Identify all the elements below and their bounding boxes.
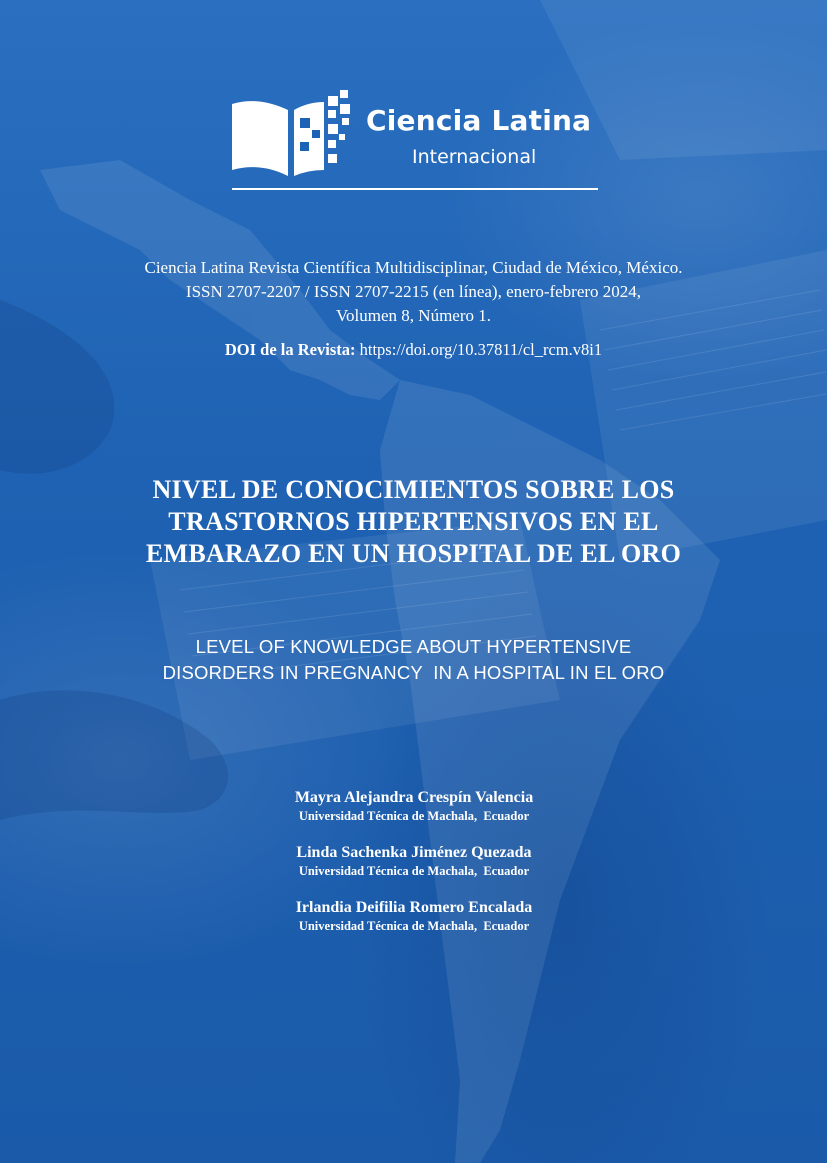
- brand-subtitle: Internacional: [412, 146, 537, 168]
- author-affiliation: Universidad Técnica de Machala, Ecuador: [298, 864, 530, 878]
- title-es-line-2: TRASTORNOS HIPERTENSIVOS EN EL: [168, 507, 659, 536]
- journal-line-3: Volumen 8, Número 1.: [335, 306, 492, 325]
- author-name: Mayra Alejandra Crespín Valencia: [294, 789, 534, 806]
- open-book-logo-icon: [228, 90, 358, 180]
- journal-line-1: Ciencia Latina Revista Científica Multidisciplinar, Ciudad de México, México.: [144, 258, 683, 277]
- author-entry: [214, 843, 614, 879]
- author-affiliation: Universidad Técnica de Machala, Ecuador: [298, 809, 530, 823]
- journal-line-2: ISSN 2707-2207 / ISSN 2707-2215 (en línea), enero-febrero 2024,: [185, 282, 642, 301]
- logo-divider: [232, 188, 598, 190]
- author-affiliation: Universidad Técnica de Machala, Ecuador: [298, 919, 530, 933]
- title-es-line-3: EMBARAZO EN UN HOSPITAL DE EL ORO: [145, 539, 682, 568]
- title-en-line-2: DISORDERS IN PREGNANCY IN A HOSPITAL IN EL ORO: [162, 662, 665, 683]
- doi-link[interactable]: https://doi.org/10.37811/cl_rcm.v8i1: [359, 340, 603, 359]
- author-list: [214, 788, 614, 953]
- doi-label: DOI de la Revista:: [224, 340, 356, 359]
- article-title-english: [60, 634, 767, 686]
- article-title-spanish: [60, 474, 767, 570]
- author-name: Linda Sachenka Jiménez Quezada: [296, 844, 532, 861]
- journal-info: [60, 256, 767, 328]
- journal-doi: [60, 340, 767, 360]
- title-es-line-1: NIVEL DE CONOCIMIENTOS SOBRE LOS: [152, 475, 675, 504]
- author-entry: [214, 788, 614, 824]
- author-name: Irlandia Deifilia Romero Encalada: [295, 899, 533, 916]
- journal-logo: [228, 90, 600, 194]
- author-entry: [214, 898, 614, 934]
- title-en-line-1: LEVEL OF KNOWLEDGE ABOUT HYPERTENSIVE: [195, 636, 632, 657]
- brand-title: Ciencia Latina: [366, 104, 592, 137]
